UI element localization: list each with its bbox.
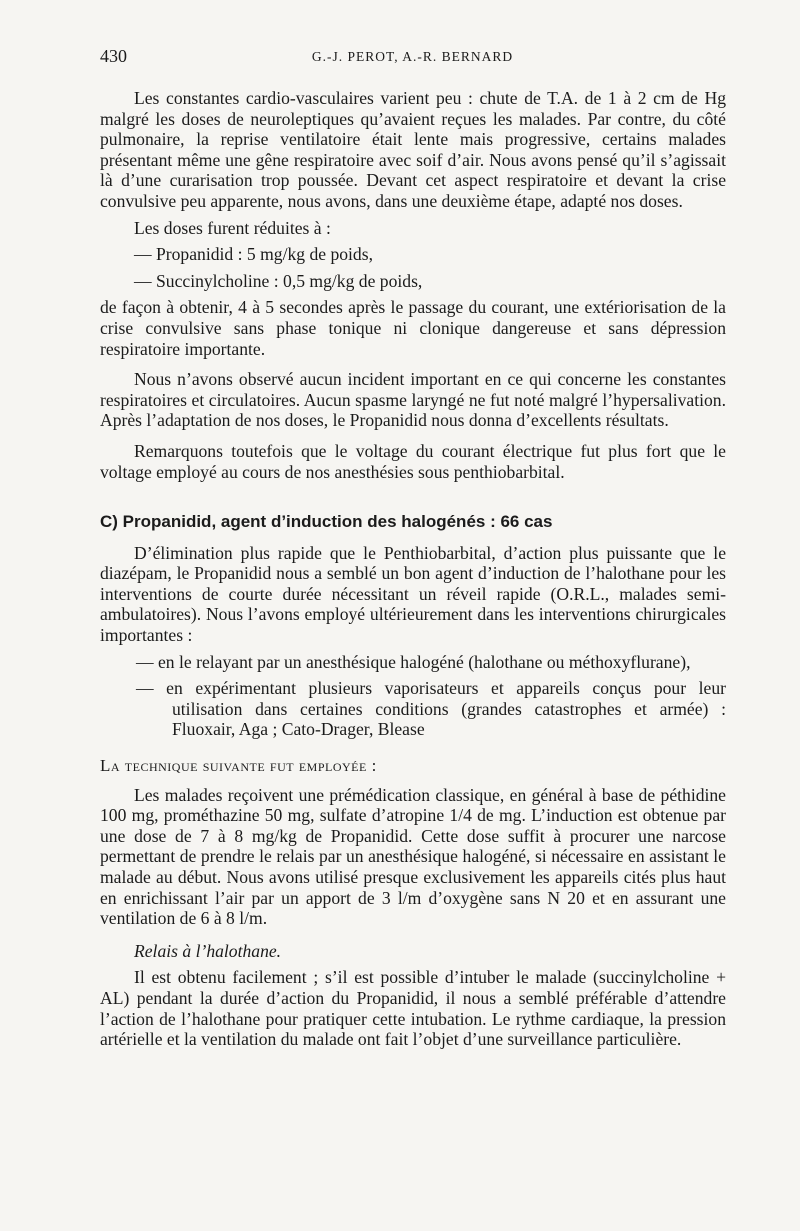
paragraph-incidents: Nous n’avons observé aucun incident important en ce qui concerne les constantes respiratoires et circulatoires. Aucun spasme laryngé ne fut noté malgré l’hypersalivation. Après l’adaptation de nos doses, le Propanidid nous donna d’excellents résultats. (100, 369, 726, 431)
relais-heading: Relais à l’halothane. (134, 940, 282, 961)
page-number: 430 (100, 46, 127, 66)
paragraph-technique: Les malades reçoivent une prémédication classique, en général à base de péthidine 100 mg, prométhazine 50 mg, sulfate d’atropine 1/4 de mg. L’induction est obtenue par une dose de 7 à 8 mg/kg de Propanidid. Cette dose suffit à procurer une narcose permettant de prendre le relais par un anesthésique halogéné, si nécessaire en assistant le malade au début. Nous avons utilisé presque exclusivement les appareils cités plus haut en enrichissant l’air par un apport de 3 l/m d’oxygène sans N 20 et en assurant une ventilation de 6 à 8 l/m. (100, 784, 726, 929)
paragraph-relais: Il est obtenu facilement ; s’il est possible d’intuber le malade (succinylcholine + AL) pendant la durée d’action du Propanidid, il nous a semblé préférable d’attendre l’action de l’halothane pour pratiquer cette intubation. Le rythme cardiaque, la pression artérielle et la ventilation du malade ont fait l’objet d’une surveillance particulière. (100, 967, 726, 1050)
paragraph-voltage: Remarquons toutefois que le voltage du courant électrique fut plus fort que le voltage employé au cours de nos anesthésies sous penthiobarbital. (100, 440, 726, 482)
paragraph-cardiovascular: Les constantes cardio-vasculaires varient peu : chute de T.A. de 1 à 2 cm de Hg malgré les doses de neuroleptiques qu’avaient reçues les malades. Par contre, du côté pulmonaire, la reprise ventilatoire était lente mais progressive, certains malades présentant même une gêne respiratoire avec soif d’air. Nous avons pensé qu’il s’agissait là d’une curarisation trop poussée. Devant cet aspect respiratoire et devant la crise convulsive peu apparente, nous avons, dans une deuxième étape, adapté nos doses. (100, 88, 726, 211)
paragraph-convulsion: de façon à obtenir, 4 à 5 secondes après le passage du courant, une extériorisation de la crise convulsive sans phase tonique ni clonique dangereuse et sans dépression respiratoire importante. (100, 297, 726, 359)
paragraph-section-intro: D’élimination plus rapide que le Penthiobarbital, d’action plus puissante que le diazépam, le Propanidid nous a semblé un bon agent d’induction de l’halothane pour les interventions de courte durée nécessitant un réveil rapide (O.R.L., malades semi-ambulatoires). Nous l’avons employé ultérieurement dans les interventions chirurgicales importantes : (100, 542, 726, 646)
page-body (100, 88, 726, 1050)
running-head: G.-J. PEROT, A.-R. BERNARD (311, 49, 514, 64)
technique-heading (100, 756, 726, 777)
page-header (100, 46, 725, 70)
dose-item-succinylcholine: — Succinylcholine : 0,5 mg/kg de poids, (134, 270, 423, 291)
dose-item-propanidid: — Propanidid : 5 mg/kg de poids, (134, 244, 373, 265)
technique-heading-text: La technique suivante fut employée : (100, 756, 377, 776)
list-item-relay: — en le relayant par un anesthésique halogéné (halothane ou méthoxyflurane), (136, 651, 691, 672)
list-item-vaporizers: — en expérimentant plusieurs vaporisateurs et appareils conçus pour leur utilisation dans certaines conditions (grandes catastrophes et armée) : Fluoxair, Aga ; Cato-Drager, Blease (136, 678, 726, 740)
section-title: C) Propanidid, agent d’induction des halogénés : 66 cas (100, 512, 553, 532)
paragraph-doses-intro: Les doses furent réduites à : (134, 217, 331, 238)
